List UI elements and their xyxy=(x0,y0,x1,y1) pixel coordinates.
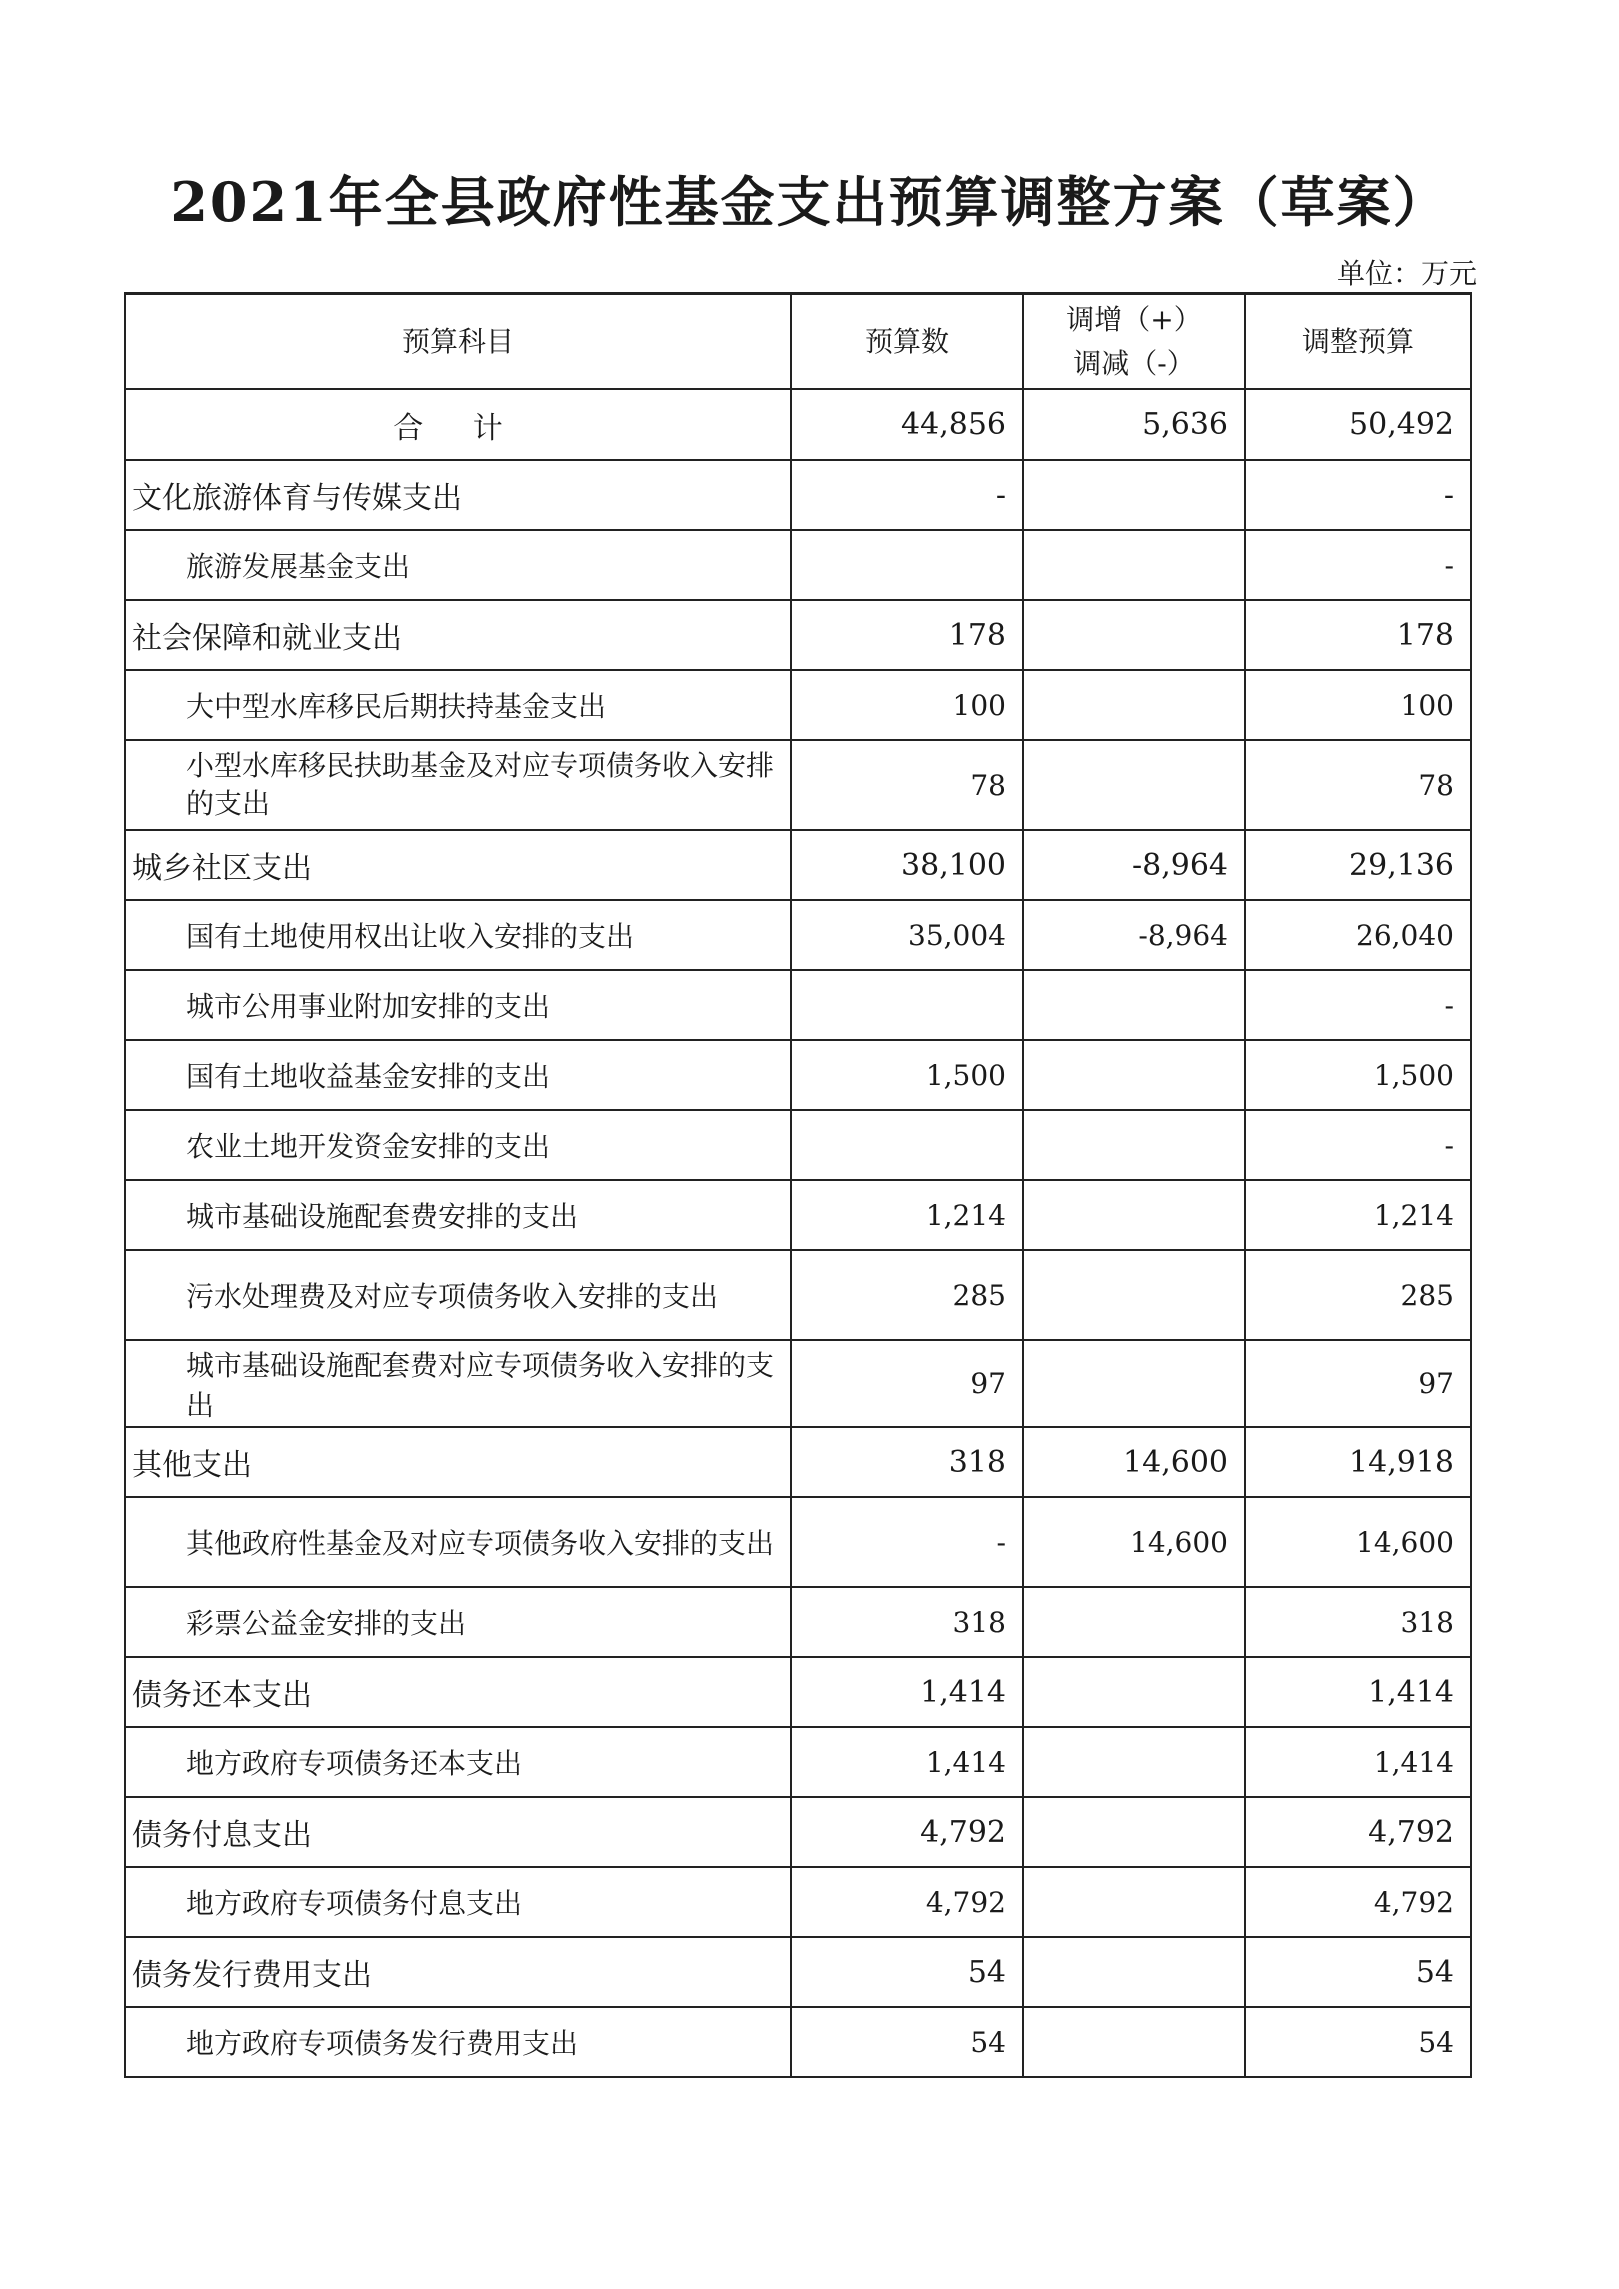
row-budget: 38,100 xyxy=(791,830,1023,900)
header-adjust xyxy=(1023,294,1245,390)
row-adjust xyxy=(1023,600,1245,670)
row-budget: 44,856 xyxy=(791,389,1023,460)
row-adjust xyxy=(1023,1797,1245,1867)
row-adjusted: 97 xyxy=(1245,1340,1471,1427)
row-adjust xyxy=(1023,1937,1245,2007)
row-adjusted: 4,792 xyxy=(1245,1797,1471,1867)
row-adjusted: - xyxy=(1245,970,1471,1040)
row-adjusted: 100 xyxy=(1245,670,1471,740)
header-subject: 预算科目 xyxy=(125,294,791,390)
table-header-row xyxy=(125,294,1471,390)
row-name: 社会保障和就业支出 xyxy=(125,600,791,670)
row-adjust xyxy=(1023,1110,1245,1180)
total-row xyxy=(125,389,1471,460)
row-name: 其他政府性基金及对应专项债务收入安排的支出 xyxy=(125,1497,791,1587)
header-budget: 预算数 xyxy=(791,294,1023,390)
row-name: 国有土地收益基金安排的支出 xyxy=(125,1040,791,1110)
row-adjust xyxy=(1023,1040,1245,1110)
row-adjust: 5,636 xyxy=(1023,389,1245,460)
row-budget: 78 xyxy=(791,740,1023,830)
row-adjust: -8,964 xyxy=(1023,900,1245,970)
row-name: 污水处理费及对应专项债务收入安排的支出 xyxy=(125,1250,791,1340)
row-adjusted: - xyxy=(1245,530,1471,600)
row-budget: 318 xyxy=(791,1427,1023,1497)
subcategory-row xyxy=(125,670,1471,740)
row-adjust xyxy=(1023,1250,1245,1340)
row-name: 城市基础设施配套费安排的支出 xyxy=(125,1180,791,1250)
category-row xyxy=(125,1427,1471,1497)
row-budget: 1,500 xyxy=(791,1040,1023,1110)
row-budget: 97 xyxy=(791,1340,1023,1427)
row-adjusted: 54 xyxy=(1245,2007,1471,2077)
subcategory-row xyxy=(125,530,1471,600)
row-adjusted: - xyxy=(1245,1110,1471,1180)
subcategory-row xyxy=(125,1867,1471,1937)
row-adjusted: 318 xyxy=(1245,1587,1471,1657)
subcategory-row xyxy=(125,900,1471,970)
page-title: 2021年全县政府性基金支出预算调整方案（草案） xyxy=(170,170,1449,234)
header-adjust-increase: 调增（+） xyxy=(1066,302,1202,336)
subcategory-row xyxy=(125,1180,1471,1250)
subcategory-row xyxy=(125,1340,1471,1427)
row-adjust: 14,600 xyxy=(1023,1497,1245,1587)
row-budget xyxy=(791,530,1023,600)
row-adjusted: 54 xyxy=(1245,1937,1471,2007)
row-adjust xyxy=(1023,740,1245,830)
category-row xyxy=(125,600,1471,670)
row-name: 旅游发展基金支出 xyxy=(125,530,791,600)
row-adjust xyxy=(1023,1657,1245,1727)
category-row xyxy=(125,1657,1471,1727)
row-adjust xyxy=(1023,670,1245,740)
row-name: 其他支出 xyxy=(125,1427,791,1497)
row-budget: - xyxy=(791,460,1023,530)
row-name: 彩票公益金安排的支出 xyxy=(125,1587,791,1657)
row-adjusted: 4,792 xyxy=(1245,1867,1471,1937)
row-name: 国有土地使用权出让收入安排的支出 xyxy=(125,900,791,970)
header-adjust-decrease: 调减（-） xyxy=(1073,346,1195,380)
row-adjusted: 78 xyxy=(1245,740,1471,830)
category-row xyxy=(125,460,1471,530)
row-adjust xyxy=(1023,1867,1245,1937)
row-name: 城市公用事业附加安排的支出 xyxy=(125,970,791,1040)
category-row xyxy=(125,830,1471,900)
subcategory-row xyxy=(125,970,1471,1040)
row-adjusted: 26,040 xyxy=(1245,900,1471,970)
subcategory-row xyxy=(125,1040,1471,1110)
row-adjust: -8,964 xyxy=(1023,830,1245,900)
row-adjust xyxy=(1023,1727,1245,1797)
row-name: 大中型水库移民后期扶持基金支出 xyxy=(125,670,791,740)
row-adjusted: 50,492 xyxy=(1245,389,1471,460)
row-name: 债务发行费用支出 xyxy=(125,1937,791,2007)
subcategory-row xyxy=(125,1250,1471,1340)
row-name: 债务付息支出 xyxy=(125,1797,791,1867)
subcategory-row xyxy=(125,1727,1471,1797)
row-name: 城市基础设施配套费对应专项债务收入安排的支出 xyxy=(125,1340,791,1427)
row-name: 地方政府专项债务发行费用支出 xyxy=(125,2007,791,2077)
row-adjusted: - xyxy=(1245,460,1471,530)
row-budget: 35,004 xyxy=(791,900,1023,970)
row-adjusted: 29,136 xyxy=(1245,830,1471,900)
header-adjusted: 调整预算 xyxy=(1245,294,1471,390)
row-budget: 318 xyxy=(791,1587,1023,1657)
subcategory-row xyxy=(125,1587,1471,1657)
subcategory-row xyxy=(125,2007,1471,2077)
row-budget: 285 xyxy=(791,1250,1023,1340)
row-budget: 54 xyxy=(791,1937,1023,2007)
row-budget xyxy=(791,970,1023,1040)
row-name: 小型水库移民扶助基金及对应专项债务收入安排的支出 xyxy=(125,740,791,830)
row-adjusted: 178 xyxy=(1245,600,1471,670)
budget-table xyxy=(124,292,1472,2078)
row-name: 地方政府专项债务付息支出 xyxy=(125,1867,791,1937)
row-budget: 178 xyxy=(791,600,1023,670)
row-adjusted: 1,414 xyxy=(1245,1657,1471,1727)
row-adjusted: 1,214 xyxy=(1245,1180,1471,1250)
row-budget: 1,214 xyxy=(791,1180,1023,1250)
row-budget: 4,792 xyxy=(791,1867,1023,1937)
unit-label: 单位：万元 xyxy=(1336,257,1477,290)
row-adjust xyxy=(1023,2007,1245,2077)
row-budget: 1,414 xyxy=(791,1727,1023,1797)
row-name: 债务还本支出 xyxy=(125,1657,791,1727)
row-adjust xyxy=(1023,460,1245,530)
row-budget: 100 xyxy=(791,670,1023,740)
row-adjust xyxy=(1023,1340,1245,1427)
row-name: 文化旅游体育与传媒支出 xyxy=(125,460,791,530)
row-adjust xyxy=(1023,530,1245,600)
row-adjust xyxy=(1023,1180,1245,1250)
row-adjusted: 285 xyxy=(1245,1250,1471,1340)
row-budget: - xyxy=(791,1497,1023,1587)
row-adjust xyxy=(1023,1587,1245,1657)
row-adjusted: 14,600 xyxy=(1245,1497,1471,1587)
row-name: 城乡社区支出 xyxy=(125,830,791,900)
row-budget: 54 xyxy=(791,2007,1023,2077)
row-adjusted: 1,500 xyxy=(1245,1040,1471,1110)
subcategory-row xyxy=(125,1110,1471,1180)
row-adjust: 14,600 xyxy=(1023,1427,1245,1497)
subcategory-row xyxy=(125,1497,1471,1587)
row-name: 地方政府专项债务还本支出 xyxy=(125,1727,791,1797)
row-name: 农业土地开发资金安排的支出 xyxy=(125,1110,791,1180)
row-name: 合 计 xyxy=(125,389,791,460)
row-budget xyxy=(791,1110,1023,1180)
category-row xyxy=(125,1797,1471,1867)
row-budget: 1,414 xyxy=(791,1657,1023,1727)
category-row xyxy=(125,1937,1471,2007)
row-budget: 4,792 xyxy=(791,1797,1023,1867)
row-adjusted: 1,414 xyxy=(1245,1727,1471,1797)
row-adjust xyxy=(1023,970,1245,1040)
table-body xyxy=(125,389,1471,2077)
subcategory-row xyxy=(125,740,1471,830)
row-adjusted: 14,918 xyxy=(1245,1427,1471,1497)
